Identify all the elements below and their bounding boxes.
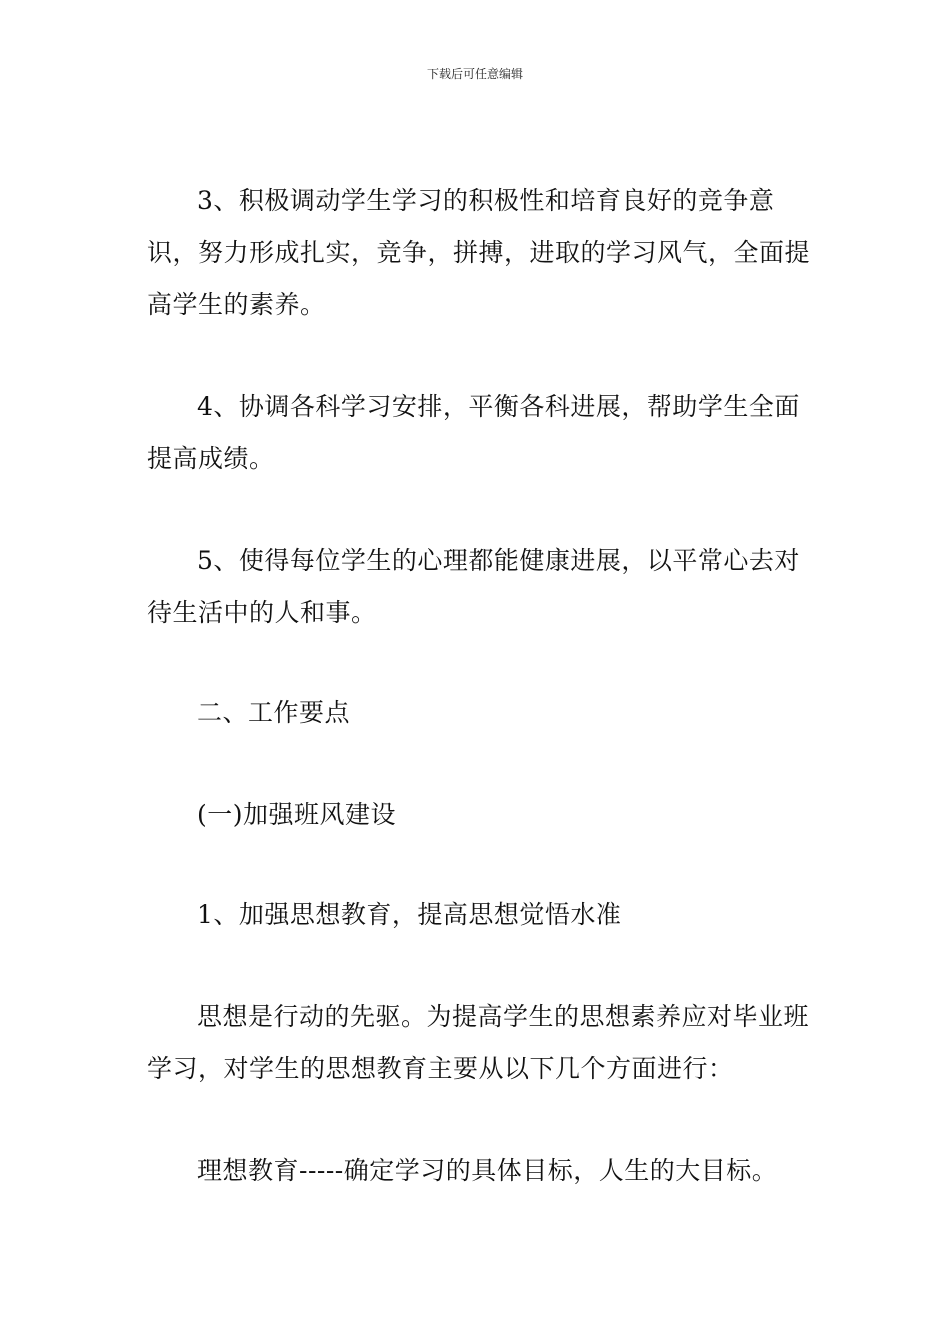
paragraph-goal-4: 4、协调各科学习安排，平衡各科进展，帮助学生全面提高成绩。 [147, 392, 800, 473]
paragraph-ideal-education: 理想教育-----确定学习的具体目标，人生的大目标。 [197, 1156, 778, 1185]
section-heading-work-points: 二、工作要点 [197, 698, 351, 727]
paragraph-goal-5: 5、使得每位学生的心理都能健康进展，以平常心去对待生活中的人和事。 [147, 546, 800, 627]
subsection-heading-class-style: (一)加强班风建设 [197, 800, 397, 829]
paragraph-thought-intro: 思想是行动的先驱。为提高学生的思想素养应对毕业班学习，对学生的思想教育主要从以下几个方面进行： [147, 1002, 810, 1083]
document-body [147, 175, 817, 1247]
paragraph-goal-3: 3、积极调动学生学习的积极性和培育良好的竞争意识，努力形成扎实，竞争，拼搏，进取的学习风气，全面提高学生的素养。 [147, 186, 811, 319]
item-heading-thought-education: 1、加强思想教育，提高思想觉悟水准 [197, 900, 622, 929]
page-header-note: 下载后可任意编辑 [426, 67, 523, 81]
